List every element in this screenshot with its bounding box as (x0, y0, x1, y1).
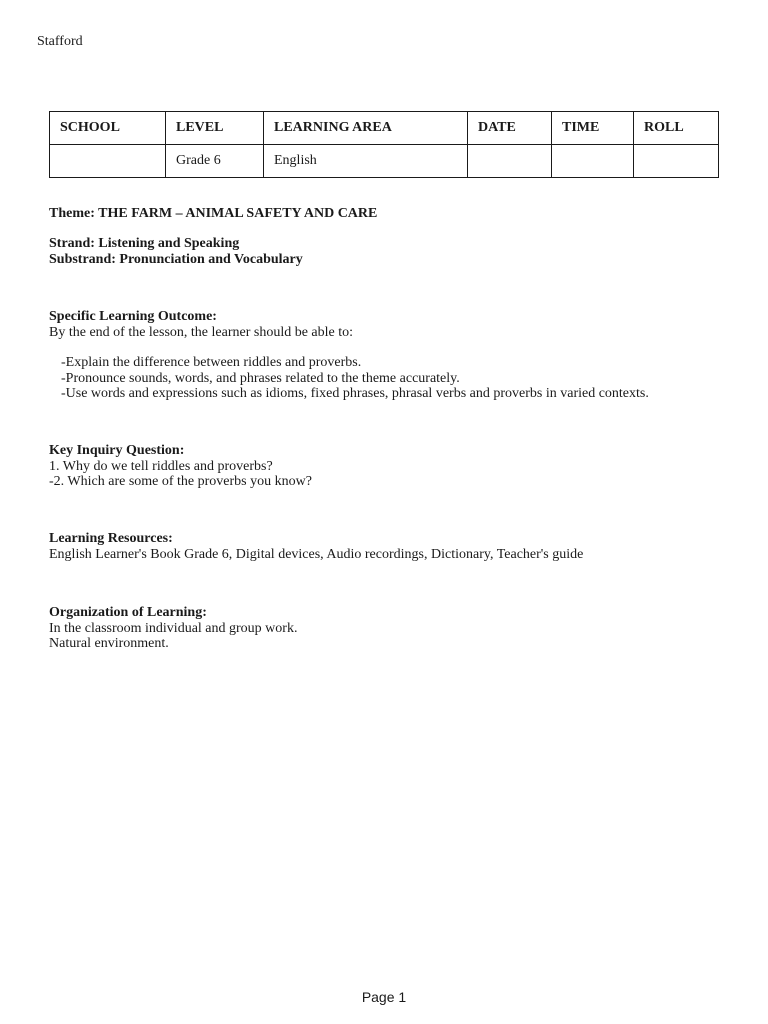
header-school: SCHOOL (50, 112, 166, 145)
inquiry-section (49, 443, 312, 490)
cell-learning-area: English (264, 145, 468, 178)
resources-section (49, 531, 583, 562)
header-time: TIME (552, 112, 634, 145)
resources-heading: Learning Resources: (49, 531, 173, 546)
outcome-item: -Explain the difference between riddles and proverbs. (61, 355, 362, 370)
strand-block (49, 236, 303, 267)
organization-line: Natural environment. (49, 636, 169, 651)
inquiry-question: -2. Which are some of the proverbs you know? (49, 474, 312, 489)
theme-line: Theme: THE FARM – ANIMAL SAFETY AND CARE (49, 206, 378, 221)
outcome-section (49, 309, 649, 402)
lesson-info-table (49, 111, 719, 178)
inquiry-heading: Key Inquiry Question: (49, 443, 185, 458)
cell-school (50, 145, 166, 178)
header-learning-area: LEARNING AREA (264, 112, 468, 145)
cell-level: Grade 6 (166, 145, 264, 178)
page-number: Page 1 (361, 989, 407, 1005)
header-roll: ROLL (634, 112, 719, 145)
organization-line: In the classroom individual and group work. (49, 620, 298, 636)
header-date: DATE (468, 112, 552, 145)
outcome-heading: Specific Learning Outcome: (49, 309, 217, 324)
substrand-line: Substrand: Pronunciation and Vocabulary (49, 251, 303, 267)
teacher-name: Stafford (37, 34, 83, 49)
outcome-item: -Use words and expressions such as idioms, fixed phrases, phrasal verbs and proverbs in varied contexts. (61, 386, 649, 401)
resources-text: English Learner's Book Grade 6, Digital devices, Audio recordings, Dictionary, Teacher's guide (49, 546, 584, 562)
table-row (50, 145, 719, 178)
outcome-intro: By the end of the lesson, the learner should be able to: (49, 324, 354, 340)
organization-section (49, 605, 297, 652)
cell-roll (634, 145, 719, 178)
inquiry-question: 1. Why do we tell riddles and proverbs? (49, 458, 273, 474)
strand-line: Strand: Listening and Speaking (49, 236, 240, 251)
organization-heading: Organization of Learning: (49, 605, 207, 620)
header-level: LEVEL (166, 112, 264, 145)
cell-time (552, 145, 634, 178)
table-header-row (50, 112, 719, 145)
outcome-item: -Pronounce sounds, words, and phrases related to the theme accurately. (61, 370, 460, 386)
cell-date (468, 145, 552, 178)
